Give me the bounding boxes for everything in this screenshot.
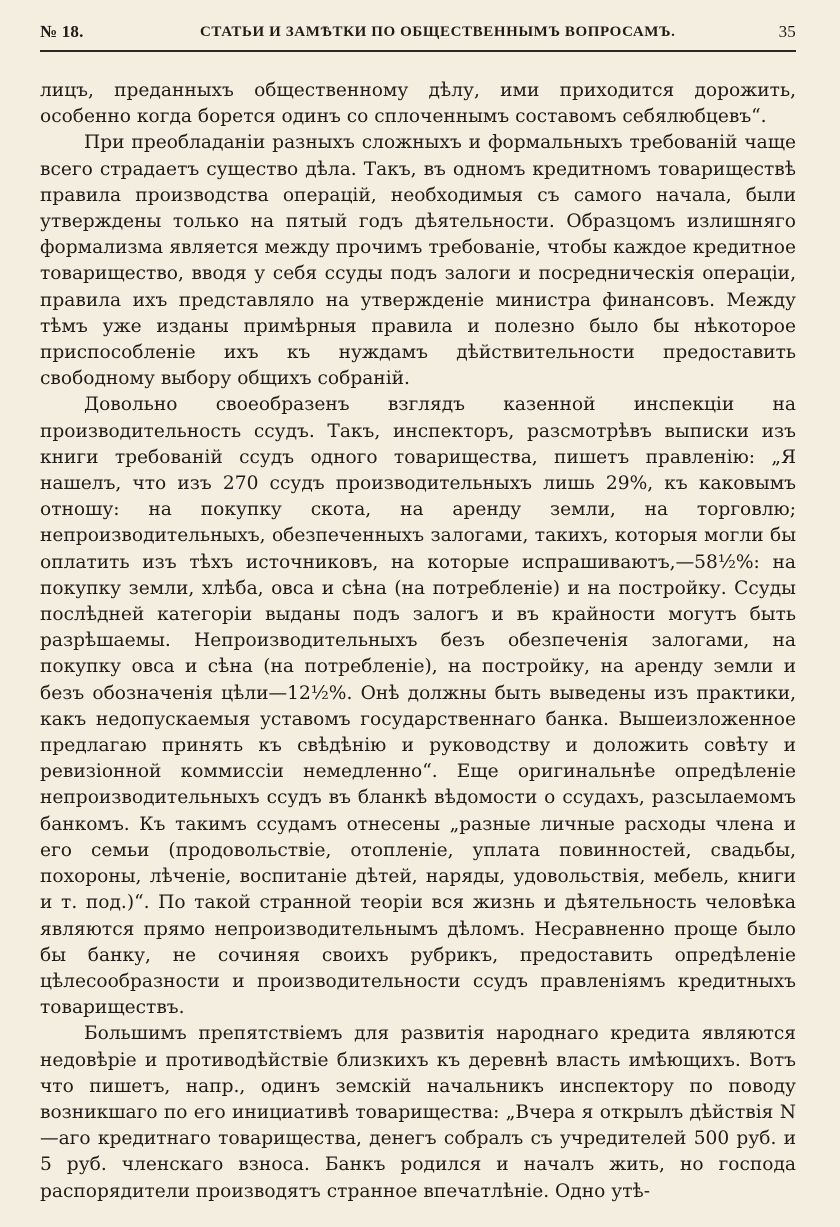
paragraph-4: Большимъ препятствіемъ для развитія народнаго кредита являются недовѣріе и противодѣйствіе близкихъ къ деревнѣ власть имѣющихъ. Вотъ что пишетъ, напр., одинъ земскій начальникъ инспектору по поводу возникшаго по его инициативѣ товарищества: „Вчера я открылъ дѣйствія N—аго кредитнаго товарищества, денегъ собралъ съ учредителей 500 руб. и 5 руб. членскаго взноса. Банкъ родился и началъ жить, но господа распорядители производятъ странное впечатлѣніе. Одно утѣ- bbox=[40, 1023, 796, 1202]
page-number: 35 bbox=[778, 22, 796, 41]
paragraph-2: При преобладаніи разныхъ сложныхъ и формальныхъ требованій чаще всего страдаетъ существо дѣла. Такъ, въ одномъ кредитномъ товариществѣ правила производства операцій, необходимыя съ самого начала, были утверждены только на пятый годъ дѣятельности. Образцомъ излишняго формализма является между прочимъ требованіе, чтобы каждое кредитное товарищество, вводя у себя ссуды подъ залоги и посредническія операціи, правила ихъ представляло на утвержденіе министра финансовъ. Между тѣмъ уже изданы примѣрныя правила и полезно было бы нѣкоторое приспособленіе ихъ къ нуждамъ дѣйствительности предоставить свободному выбору общихъ собраній. bbox=[40, 132, 796, 390]
paragraph-1: лицъ, преданныхъ общественному дѣлу, ими приходится дорожить, особенно когда борется одинъ со сплоченнымъ составомъ себялюбцевъ“. bbox=[40, 80, 796, 128]
header-rule bbox=[40, 50, 796, 52]
article-body bbox=[40, 78, 796, 1205]
running-head bbox=[40, 22, 796, 48]
issue-number: № 18. bbox=[40, 22, 84, 41]
section-title: СТАТЬИ И ЗАМѢТКИ ПО ОБЩЕСТВЕННЫМЪ ВОПРОСАМЪ. bbox=[200, 24, 676, 40]
paragraph-3: Довольно своеобразенъ взглядъ казенной инспекціи на производительность ссудъ. Такъ, инспекторъ, разсмотрѣвъ выписки изъ книги требованій ссудъ одного товарищества, пишетъ правленію: „Я нашелъ, что изъ 270 ссудъ производительныхъ лишь 29%, къ каковымъ отношу: на покупку скота, на аренду земли, на торговлю; непроизводительныхъ, обезпеченныхъ залогами, такихъ, которыя могли бы оплатить изъ тѣхъ источниковъ, на которые испрашиваютъ,—58½%: на покупку земли, хлѣба, овса и сѣна (на потребленіе) и на постройку. Ссуды послѣдней категоріи выданы подъ залогъ и въ крайности могутъ быть разрѣшаемы. Непроизводительныхъ безъ обезпеченія залогами, на покупку овса и сѣна (на потребленіе), на постройку, на аренду земли и безъ обозначенія цѣли—12½%. Онѣ должны быть выведены изъ практики, какъ недопускаемыя уставомъ государственнаго банка. Вышеизложенное предлагаю принять къ свѣдѣнію и руководству и доложить совѣту и ревизіонной коммиссіи немедленно“. Еще оригинальнѣе опредѣленіе непроизводительныхъ ссудъ въ бланкѣ вѣдомости о ссудахъ, разсылаемомъ банкомъ. Къ такимъ ссудамъ отнесены „разные личные расходы члена и его семьи (продовольствіе, отопленіе, уплата повинностей, свадьбы, похороны, лѣченіе, воспитаніе дѣтей, наряды, удовольствія, мебель, книги и т. под.)“. По такой странной теоріи вся жизнь и дѣятельность человѣка являются прямо непроизводительнымъ дѣломъ. Несравненно проще было бы банку, не сочиняя своихъ рубрикъ, предоставить опредѣленіе цѣлесообразности и производительности ссудъ правленіямъ кредитныхъ товариществъ. bbox=[40, 394, 796, 1019]
